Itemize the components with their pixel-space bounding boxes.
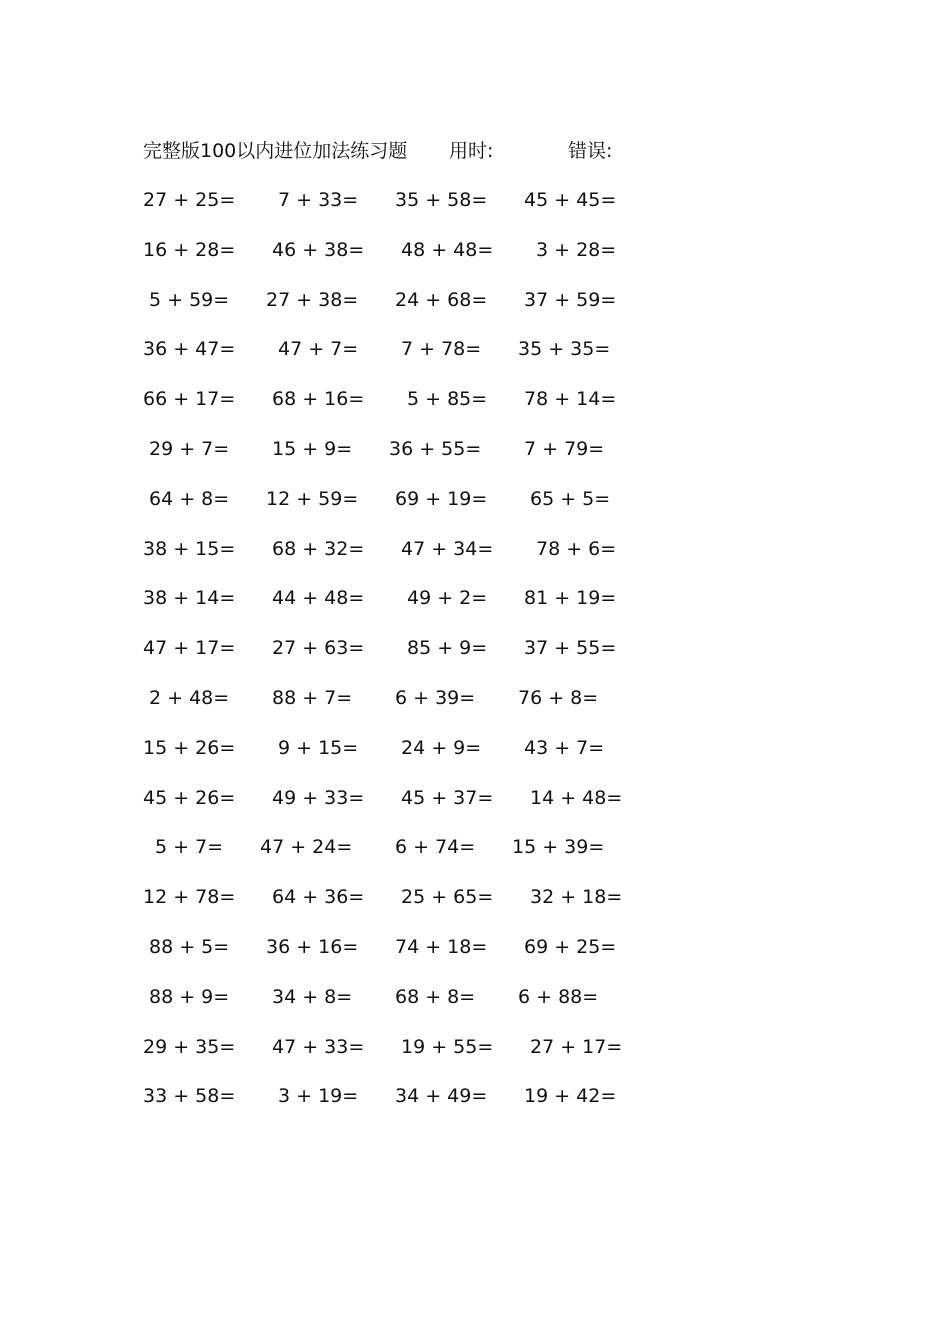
problem-row bbox=[0, 585, 950, 611]
addition-problem: 49 + 33= bbox=[272, 787, 365, 809]
addition-problem: 37 + 59= bbox=[524, 289, 617, 311]
addition-problem: 64 + 8= bbox=[149, 488, 230, 510]
addition-problem: 44 + 48= bbox=[272, 587, 365, 609]
addition-problem: 35 + 58= bbox=[395, 189, 488, 211]
addition-problem: 16 + 28= bbox=[143, 239, 236, 261]
addition-problem: 15 + 9= bbox=[272, 438, 353, 460]
problem-row bbox=[0, 735, 950, 761]
addition-problem: 48 + 48= bbox=[401, 239, 494, 261]
addition-problem: 88 + 9= bbox=[149, 986, 230, 1008]
addition-problem: 27 + 38= bbox=[266, 289, 359, 311]
problem-row bbox=[0, 685, 950, 711]
addition-problem: 19 + 55= bbox=[401, 1036, 494, 1058]
addition-problem: 5 + 7= bbox=[155, 836, 224, 858]
addition-problem: 68 + 16= bbox=[272, 388, 365, 410]
addition-problem: 66 + 17= bbox=[143, 388, 236, 410]
addition-problem: 12 + 59= bbox=[266, 488, 359, 510]
addition-problem: 27 + 63= bbox=[272, 637, 365, 659]
problem-row bbox=[0, 884, 950, 910]
problem-row bbox=[0, 536, 950, 562]
addition-problem: 34 + 8= bbox=[272, 986, 353, 1008]
problem-row bbox=[0, 237, 950, 263]
problem-row bbox=[0, 984, 950, 1010]
addition-problem: 7 + 33= bbox=[278, 189, 359, 211]
addition-problem: 27 + 25= bbox=[143, 189, 236, 211]
addition-problem: 3 + 28= bbox=[536, 239, 617, 261]
addition-problem: 45 + 26= bbox=[143, 787, 236, 809]
addition-problem: 69 + 19= bbox=[395, 488, 488, 510]
addition-problem: 14 + 48= bbox=[530, 787, 623, 809]
time-label: 用时: bbox=[449, 140, 494, 162]
addition-problem: 7 + 78= bbox=[401, 338, 482, 360]
addition-problem: 69 + 25= bbox=[524, 936, 617, 958]
addition-problem: 6 + 74= bbox=[395, 836, 476, 858]
addition-problem: 24 + 9= bbox=[401, 737, 482, 759]
problem-row bbox=[0, 635, 950, 661]
addition-problem: 81 + 19= bbox=[524, 587, 617, 609]
problem-row bbox=[0, 1034, 950, 1060]
addition-problem: 7 + 79= bbox=[524, 438, 605, 460]
addition-problem: 36 + 55= bbox=[389, 438, 482, 460]
addition-problem: 78 + 14= bbox=[524, 388, 617, 410]
addition-problem: 43 + 7= bbox=[524, 737, 605, 759]
addition-problem: 46 + 38= bbox=[272, 239, 365, 261]
problem-row bbox=[0, 486, 950, 512]
addition-problem: 33 + 58= bbox=[143, 1085, 236, 1107]
addition-problem: 29 + 7= bbox=[149, 438, 230, 460]
addition-problem: 38 + 15= bbox=[143, 538, 236, 560]
problem-row bbox=[0, 934, 950, 960]
problem-row bbox=[0, 386, 950, 412]
addition-problem: 9 + 15= bbox=[278, 737, 359, 759]
addition-problem: 47 + 34= bbox=[401, 538, 494, 560]
addition-problem: 34 + 49= bbox=[395, 1085, 488, 1107]
problem-row bbox=[0, 834, 950, 860]
addition-problem: 74 + 18= bbox=[395, 936, 488, 958]
addition-problem: 2 + 48= bbox=[149, 687, 230, 709]
addition-problem: 12 + 78= bbox=[143, 886, 236, 908]
addition-problem: 49 + 2= bbox=[407, 587, 488, 609]
addition-problem: 36 + 16= bbox=[266, 936, 359, 958]
error-label: 错误: bbox=[568, 140, 613, 162]
addition-problem: 25 + 65= bbox=[401, 886, 494, 908]
addition-problem: 15 + 26= bbox=[143, 737, 236, 759]
addition-problem: 68 + 32= bbox=[272, 538, 365, 560]
addition-problem: 15 + 39= bbox=[512, 836, 605, 858]
addition-problem: 68 + 8= bbox=[395, 986, 476, 1008]
addition-problem: 85 + 9= bbox=[407, 637, 488, 659]
addition-problem: 47 + 33= bbox=[272, 1036, 365, 1058]
problem-row bbox=[0, 287, 950, 313]
addition-problem: 88 + 7= bbox=[272, 687, 353, 709]
addition-problem: 36 + 47= bbox=[143, 338, 236, 360]
addition-problem: 38 + 14= bbox=[143, 587, 236, 609]
addition-problem: 47 + 17= bbox=[143, 637, 236, 659]
addition-problem: 27 + 17= bbox=[530, 1036, 623, 1058]
addition-problem: 65 + 5= bbox=[530, 488, 611, 510]
addition-problem: 37 + 55= bbox=[524, 637, 617, 659]
addition-problem: 35 + 35= bbox=[518, 338, 611, 360]
problem-row bbox=[0, 336, 950, 362]
problem-row bbox=[0, 436, 950, 462]
addition-problem: 6 + 88= bbox=[518, 986, 599, 1008]
addition-problem: 5 + 59= bbox=[149, 289, 230, 311]
addition-problem: 88 + 5= bbox=[149, 936, 230, 958]
addition-problem: 47 + 7= bbox=[278, 338, 359, 360]
worksheet-title: 完整版100以内进位加法练习题 bbox=[143, 140, 408, 162]
addition-problem: 3 + 19= bbox=[278, 1085, 359, 1107]
addition-problem: 24 + 68= bbox=[395, 289, 488, 311]
worksheet-header bbox=[0, 138, 950, 164]
addition-problem: 45 + 45= bbox=[524, 189, 617, 211]
addition-problem: 29 + 35= bbox=[143, 1036, 236, 1058]
addition-problem: 6 + 39= bbox=[395, 687, 476, 709]
addition-problem: 45 + 37= bbox=[401, 787, 494, 809]
addition-problem: 76 + 8= bbox=[518, 687, 599, 709]
addition-problem: 19 + 42= bbox=[524, 1085, 617, 1107]
addition-problem: 47 + 24= bbox=[260, 836, 353, 858]
problem-row bbox=[0, 1083, 950, 1109]
problem-row bbox=[0, 785, 950, 811]
addition-problem: 64 + 36= bbox=[272, 886, 365, 908]
problem-row bbox=[0, 187, 950, 213]
addition-problem: 5 + 85= bbox=[407, 388, 488, 410]
addition-problem: 32 + 18= bbox=[530, 886, 623, 908]
addition-problem: 78 + 6= bbox=[536, 538, 617, 560]
